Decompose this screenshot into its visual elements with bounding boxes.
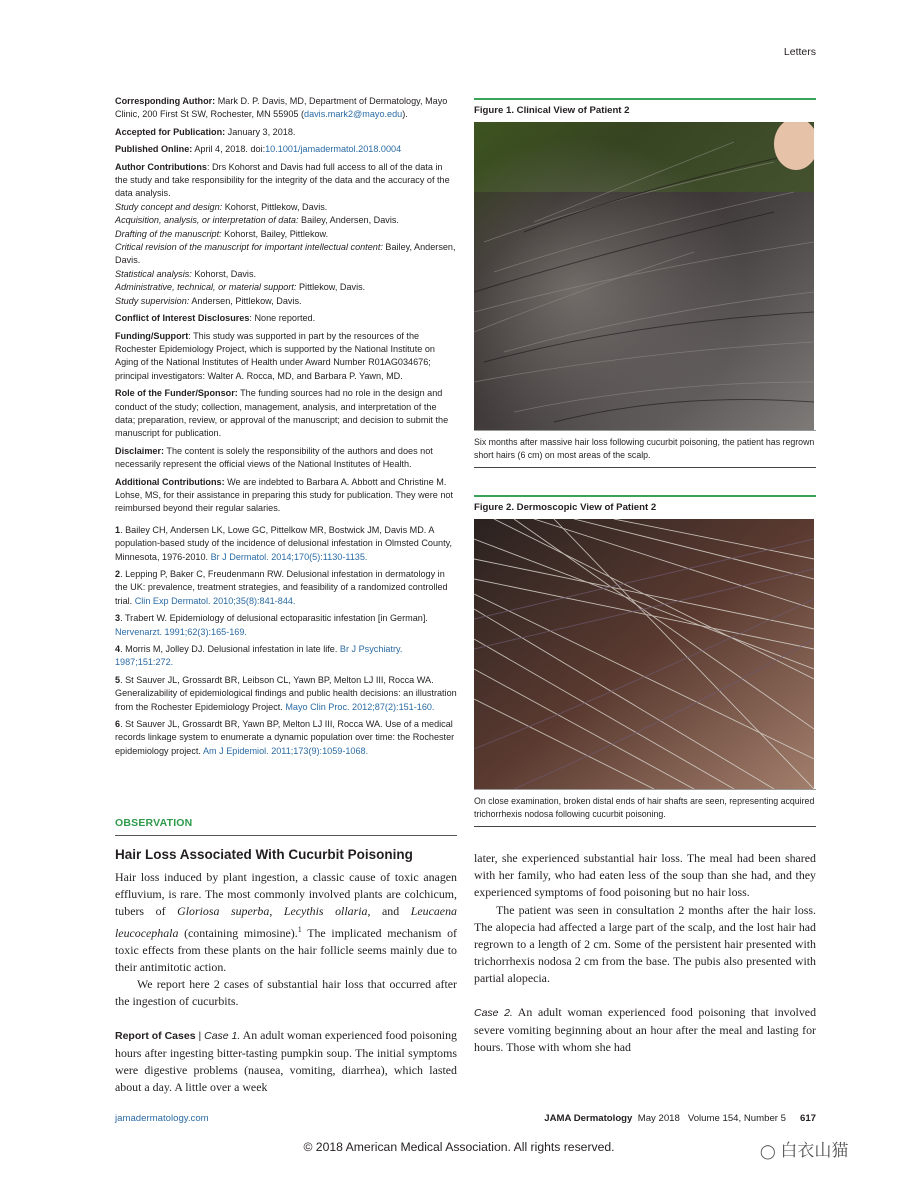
reference-link[interactable]: Br J Psychiatry. 1987;151:272. xyxy=(115,644,403,668)
figure-2 xyxy=(474,495,816,827)
reference-item: 1. Bailey CH, Andersen LK, Lowe GC, Pittelkow MR, Bostwick JM, Davis MD. A population-based study of the incidence of delusional infestation in Olmsted County, Minnesota, 1976-2010. Br J Dermatol. 2014;170(5):1130-1135. xyxy=(115,524,453,562)
body-paragraph: The patient was seen in consultation 2 months after the hair loss. The alopecia had affected a large part of the scalp, and the lost hair had regrown to a length of 2 cm. Some of the persistent hair presented with trichorrhexis nodosa 2 cm from the base. The pubis also presented with partial alopecia. xyxy=(474,902,816,986)
copyright-notice: © 2018 American Medical Association. All rights reserved. xyxy=(303,1140,615,1154)
report-of-cases: Report of Cases | Case 1. An adult woman experienced food poisoning hours after ingesting bitter-tasting pumpkin soup. The initial symptoms were digestive problems (nausea, vomiting, diarrhea), which lasted about a day. A little over a week xyxy=(115,1027,457,1095)
figure-caption: Six months after massive hair loss following cucurbit poisoning, the patient has regrown short hairs (6 cm) on most areas of the scalp. xyxy=(474,430,816,467)
article-metadata xyxy=(115,95,457,762)
reference-link[interactable]: Br J Dermatol. 2014;170(5):1130-1135. xyxy=(210,551,368,562)
reference-item: 6. St Sauver JL, Grossardt BR, Yawn BP, Melton LJ III, Rocca WA. Use of a medical records linkage system to enumerate a dynamic population over time: the Rochester epidemiology project. Am J Epidemiol. 2011;173(9):1059-1068. xyxy=(115,719,455,756)
figure-1 xyxy=(474,98,816,468)
contribution-roles xyxy=(115,201,457,308)
conflict-disclosures: Conflict of Interest Disclosures: None reported. xyxy=(115,313,316,324)
figure-bottom-rule xyxy=(474,467,816,468)
contribution-line: Drafting of the manuscript: Kohorst, Bailey, Pittlekow. xyxy=(115,228,329,239)
figure-title: Figure 1. Clinical View of Patient 2 xyxy=(474,105,630,116)
author-contributions: Author Contributions: Drs Kohorst and Davis had full access to all of the data in the study and take responsibility for the integrity of the data and the accuracy of the data analysis. xyxy=(115,161,450,199)
contribution-line: Statistical analysis: Kohorst, Davis. xyxy=(115,268,257,279)
case-2-paragraph: Case 2. An adult woman experienced food poisoning that involved severe vomiting beginning about an hour after the meal and lasting for hours. Those with whom she had xyxy=(474,1004,817,1055)
contribution-line: Administrative, technical, or material support: Pittlekow, Davis. xyxy=(115,282,366,293)
reference-link[interactable]: Am J Epidemiol. 2011;173(9):1059-1068. xyxy=(202,745,369,756)
author-email-link[interactable]: davis.mark2@mayo.edu xyxy=(304,109,403,120)
body-paragraph: later, she experienced substantial hair loss. The meal had been shared with her family, who had eaten less of the soup than she had, and they experienced symptoms of food poisoning but no hair loss. xyxy=(474,851,816,900)
figure-bottom-rule xyxy=(474,826,816,827)
journal-issue-info: JAMA Dermatology May 2018 Volume 154, Number 5 617 xyxy=(544,1113,816,1124)
reference-item: 2. Lepping P, Baker C, Freudenmann RW. Delusional infestation in dermatology in the UK: prevalence, treatment strategies, and feasibility of a randomized controlled trial. Clin Exp Dermatol. 2010;35(8):841-844. xyxy=(115,569,448,606)
contribution-line: Study concept and design: Kohorst, Pittlekow, Davis. xyxy=(115,201,328,212)
additional-contributions: Additional Contributions: We are indebted to Barbara A. Abbott and Christine M. Lohse, MS, for their assistance in preparing this study for publication. They were not reimbursed beyond their regular salaries. xyxy=(115,476,453,514)
reference-item: 3. Trabert W. Epidemiology of delusional ectoparasitic infestation [in German]. Nervenarzt. 1991;62(3):165-169. xyxy=(115,613,428,637)
scalp-photo xyxy=(474,122,814,430)
reference-link[interactable]: Clin Exp Dermatol. 2010;35(8):841-844. xyxy=(134,595,296,606)
section-divider xyxy=(115,835,457,836)
article-title: Hair Loss Associated With Cucurbit Poisoning xyxy=(115,847,413,862)
contribution-line: Acquisition, analysis, or interpretation of data: Bailey, Andersen, Davis. xyxy=(115,215,399,226)
article-body-left xyxy=(115,869,457,1096)
section-label: Letters xyxy=(783,46,816,58)
figure-caption: On close examination, broken distal ends of hair shafts are seen, representing acquired trichorrhexis nodosa following cucurbit poisoning. xyxy=(474,789,816,826)
reference-item: 4. Morris M, Jolley DJ. Delusional infestation in late life. Br J Psychiatry. 1987;151:272. xyxy=(115,644,403,668)
article-body-right xyxy=(474,850,816,1056)
watermark: ◯ 白衣山猫 xyxy=(760,1141,849,1160)
funding-support: Funding/Support: This study was supported in part by the resources of the Rochester Epidemiology Project, which is supported by the National Institute on Aging of the National Institutes of Health under Award Number R01AG034676; principal investigators: Walter A. Rocca, MD, and Barbara P. Yawn, MD. xyxy=(115,330,435,381)
citation-marker[interactable]: 1 xyxy=(297,924,302,934)
funder-role: Role of the Funder/Sponsor: The funding sources had no role in the design and conduct of the study; collection, management, analysis, and interpretation of the data; preparation, review, or approval of the manuscript; and decision to submit the manuscript for publication. xyxy=(115,388,449,439)
body-paragraph: Hair loss induced by plant ingestion, a classic cause of toxic anagen effluvium, is rare. The most commonly involved plants are colchicum, tubers of Gloriosa superba, Lecythis ollaria, and Leucaena leucocephala (containing mimosine).$^1$ The implicated mechanism of toxic effects from these plants on the hair follicle seems mainly due to their antimitotic action. xyxy=(115,870,457,974)
body-paragraph: We report here 2 cases of substantial hair loss that occurred after the ingestion of cucurbits. xyxy=(115,977,457,1009)
journal-site-link[interactable]: jamadermatology.com xyxy=(115,1113,209,1124)
reference-link[interactable]: Nervenarzt. 1991;62(3):165-169. xyxy=(115,626,247,637)
reference-link[interactable]: Mayo Clin Proc. 2012;87(2):151-160. xyxy=(285,701,435,712)
doi-link[interactable]: 10.1001/jamadermatol.2018.0004 xyxy=(265,144,402,155)
published-online: Published Online: April 4, 2018. doi:10.1001/jamadermatol.2018.0004 xyxy=(115,144,402,155)
wechat-icon: ◯ xyxy=(760,1143,776,1159)
reference-list xyxy=(115,524,457,759)
dermoscopy-photo xyxy=(474,519,814,789)
reference-item: 5. St Sauver JL, Grossardt BR, Leibson CL, Yawn BP, Melton LJ III, Rocca WA. Generalizability of epidemiological findings and public health decisions: an illustration from the Rochester Epidemiology Project. Mayo Clin Proc. 2012;87(2):151-160. xyxy=(115,674,457,712)
contribution-line: Critical revision of the manuscript for important intellectual content: Bailey, Andersen, Davis. xyxy=(115,242,456,266)
figure-title: Figure 2. Dermoscopic View of Patient 2 xyxy=(474,502,657,513)
contribution-line: Study supervision: Andersen, Pittlekow, Davis. xyxy=(115,295,302,306)
accepted-date: Accepted for Publication: January 3, 2018. xyxy=(115,126,296,137)
page-number: 617 xyxy=(799,1113,816,1124)
disclaimer: Disclaimer: The content is solely the responsibility of the authors and does not necessarily represent the official views of the National Institutes of Health. xyxy=(115,445,433,470)
corresponding-author: Corresponding Author: Mark D. P. Davis, MD, Department of Dermatology, Mayo Clinic, 200 First St SW, Rochester, MN 55905 (davis.mark2@mayo.edu). xyxy=(115,96,448,120)
section-heading-observation: OBSERVATION xyxy=(115,817,193,829)
